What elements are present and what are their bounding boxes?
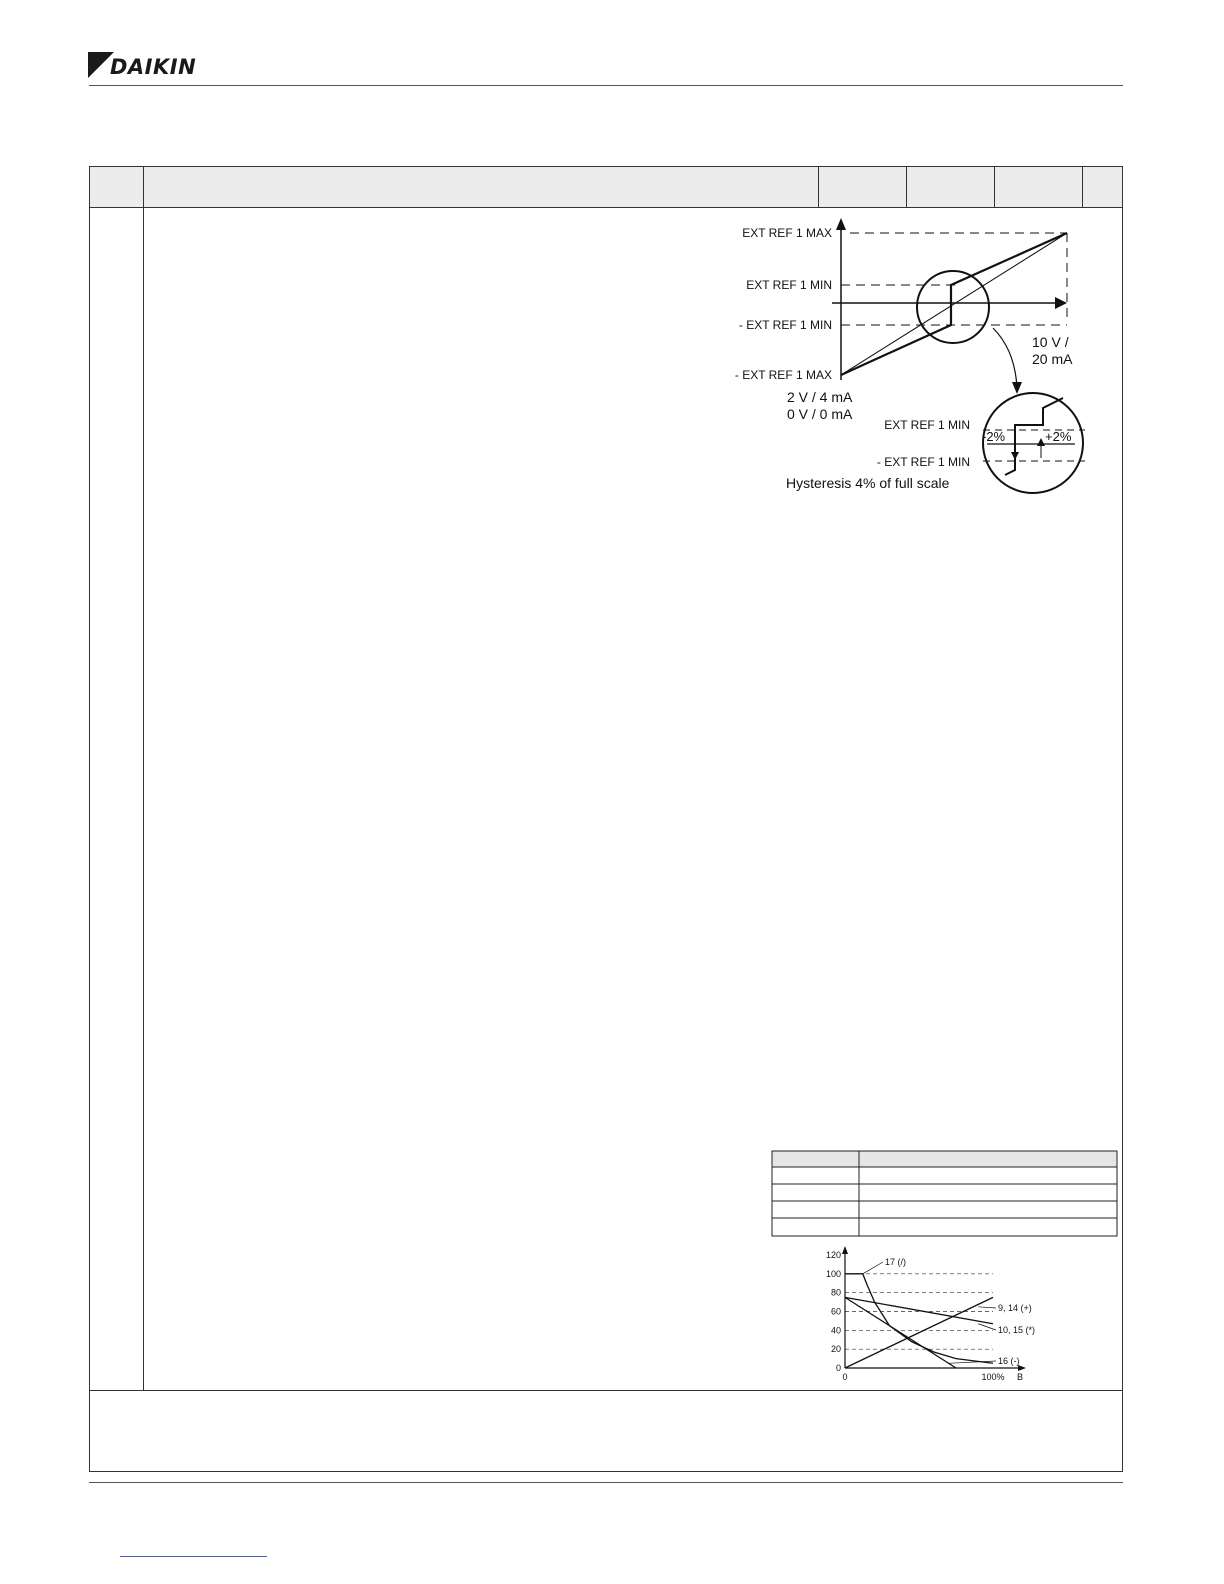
- series-line: [845, 1297, 993, 1323]
- table-header-row: [90, 167, 1122, 208]
- x-tick-label: 100%: [981, 1372, 1005, 1382]
- y-tick-label: 100: [825, 1268, 841, 1279]
- series-label-leader: [978, 1307, 996, 1308]
- label-high-signal-2: 20 mA: [1032, 351, 1073, 367]
- label-ref-min: EXT REF 1 MIN: [746, 278, 832, 292]
- series-label-leader: [863, 1262, 883, 1274]
- label-high-signal-1: 10 V /: [1032, 334, 1069, 350]
- label-low-signal-1: 2 V / 4 mA: [787, 389, 853, 405]
- hysteresis-caption: Hysteresis 4% of full scale: [786, 475, 950, 491]
- footer-divider: [89, 1482, 1123, 1483]
- y-axis-arrow: [842, 1246, 848, 1254]
- label-minus-2: -2%: [982, 429, 1006, 444]
- column-divider: [818, 167, 819, 207]
- series-label: 16 (-): [998, 1356, 1020, 1366]
- y-tick-label: 60: [830, 1306, 841, 1317]
- row-divider: [90, 1390, 1122, 1391]
- column-divider: [994, 167, 995, 207]
- function-curve-chart: [800, 1245, 1040, 1385]
- column-divider: [143, 167, 144, 1390]
- series-label-leader: [978, 1324, 996, 1330]
- y-tick-label: 120: [825, 1250, 841, 1260]
- series-line: [845, 1274, 993, 1363]
- label-neg-ref-min: - EXT REF 1 MIN: [738, 318, 832, 332]
- label-zoom-ref-min: EXT REF 1 MIN: [884, 418, 970, 432]
- hysteresis-diagram: [715, 210, 1095, 505]
- y-tick-label: 80: [830, 1287, 841, 1298]
- label-ref-max: EXT REF 1 MAX: [742, 226, 832, 240]
- series-label: 17 (/): [885, 1257, 907, 1267]
- column-divider: [906, 167, 907, 207]
- series-line: [845, 1297, 993, 1368]
- series-line: [845, 1297, 956, 1368]
- label-neg-ref-max: - EXT REF 1 MAX: [734, 368, 832, 382]
- x-tick-label: 0: [842, 1372, 848, 1382]
- header-divider: [89, 85, 1123, 86]
- y-tick-label: 0: [835, 1363, 841, 1373]
- brand-logo: DAIKIN: [110, 55, 197, 79]
- y-tick-label: 40: [830, 1325, 841, 1336]
- series-label: 10, 15 (*): [998, 1325, 1036, 1335]
- label-plus-2: +2%: [1045, 429, 1072, 444]
- label-zoom-neg-ref-min: - EXT REF 1 MIN: [876, 455, 970, 469]
- column-divider: [1082, 167, 1083, 207]
- label-low-signal-2: 0 V / 0 mA: [787, 406, 853, 422]
- small-blank-table: [770, 1150, 1120, 1240]
- x-axis-label: B: [1017, 1372, 1024, 1382]
- y-tick-label: 20: [830, 1344, 841, 1355]
- footer-link-underline[interactable]: [120, 1556, 267, 1557]
- series-label: 9, 14 (+): [998, 1303, 1032, 1313]
